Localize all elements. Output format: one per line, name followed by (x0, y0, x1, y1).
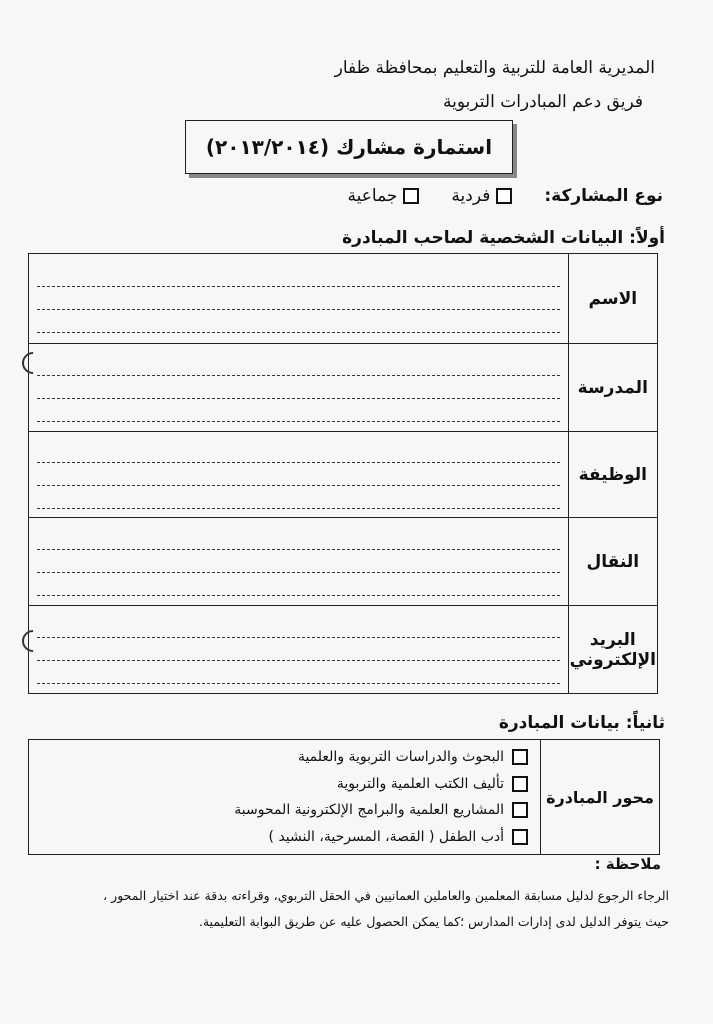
form-title-box (185, 120, 513, 174)
section1-title: أولاً: البيانات الشخصية لصاحب المبادرة (342, 228, 665, 248)
job-field[interactable] (29, 432, 569, 518)
note-title: ملاحظة : (594, 855, 661, 873)
axis-option-checkbox[interactable] (512, 776, 528, 792)
option-individual[interactable] (451, 186, 512, 206)
initiative-axis-options (29, 740, 540, 854)
axis-option-checkbox[interactable] (512, 802, 528, 818)
axis-option-label: تأليف الكتب العلمية والتربوية (336, 775, 504, 792)
option-individual-label: فردية (451, 186, 491, 206)
initiative-axis-label: محور المبادرة (540, 740, 659, 854)
form-title: استمارة مشارك (٢٠١٣/٢٠١٤) (205, 135, 493, 159)
group-checkbox[interactable] (403, 188, 419, 204)
job-label: الوظيفة (568, 432, 657, 518)
note-line-1: الرجاء الرجوع لدليل مسابقة المعلمين والعاملين العمانيين في الحقل التربوي، وقراءته بدقة عند اختيار المحور ، (103, 888, 669, 903)
mobile-label: النقال (568, 518, 657, 606)
axis-option-label: أدب الطفل ( القصة، المسرحية، النشيد ) (268, 828, 504, 845)
axis-option-label: المشاريع العلمية والبرامج الإلكترونية المحوسبة (234, 802, 504, 819)
name-field[interactable] (29, 254, 569, 344)
participation-type (348, 186, 664, 206)
axis-option[interactable] (41, 802, 528, 818)
mobile-field[interactable] (29, 518, 569, 606)
axis-option-checkbox[interactable] (512, 749, 528, 765)
axis-option[interactable] (41, 749, 528, 765)
section2-title: ثانياً: بيانات المبادرة (498, 713, 665, 733)
personal-data-table (28, 253, 658, 694)
name-label: الاسم (568, 254, 657, 344)
email-label: البريد الإلكتروني (568, 606, 657, 694)
team-header: فريق دعم المبادرات التربوية (443, 92, 643, 112)
email-field[interactable] (29, 606, 569, 694)
option-group[interactable] (348, 186, 420, 206)
school-field[interactable] (29, 344, 569, 432)
note-line-2: حيث يتوفر الدليل لدى إدارات المدارس ؛كما يمكن الحصول عليه عن طريق البوابة التعليمية. (198, 914, 669, 929)
initiative-axis-box (28, 739, 660, 855)
participation-type-label: نوع المشاركة: (544, 186, 663, 206)
ministry-header: المديرية العامة للتربية والتعليم بمحافظة ظفار (334, 58, 655, 78)
option-group-label: جماعية (347, 186, 398, 206)
axis-option[interactable] (41, 776, 528, 792)
individual-checkbox[interactable] (496, 188, 512, 204)
axis-option-label: البحوث والدراسات التربوية والعلمية (297, 749, 504, 766)
school-label: المدرسة (568, 344, 657, 432)
axis-option[interactable] (41, 829, 528, 845)
axis-option-checkbox[interactable] (512, 829, 528, 845)
